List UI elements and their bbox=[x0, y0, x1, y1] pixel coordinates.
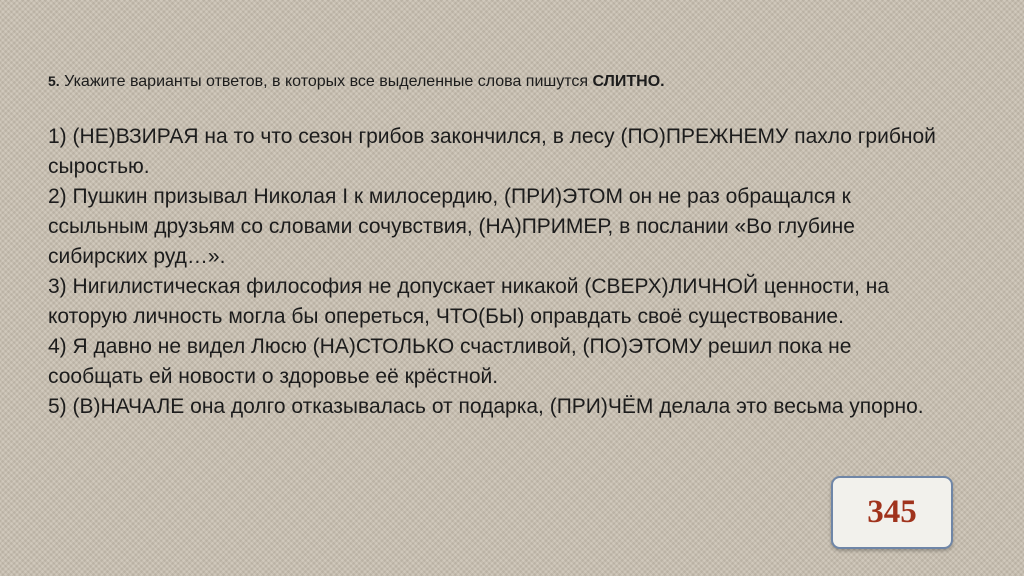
option-number: 4) bbox=[48, 335, 67, 358]
answer-text: 345 bbox=[867, 494, 917, 530]
option-4 bbox=[48, 332, 948, 392]
option-3 bbox=[48, 272, 948, 332]
option-text: (НЕ)ВЗИРАЯ на то что сезон грибов закончился, в лесу (ПО)ПРЕЖНЕМУ пахло грибной сыростью. bbox=[48, 125, 936, 178]
option-2 bbox=[48, 182, 948, 272]
question-emphasis: СЛИТНО. bbox=[592, 73, 665, 90]
option-text: Я давно не видел Люсю (НА)СТОЛЬКО счастливой, (ПО)ЭТОМУ решил пока не сообщать ей новости о здоровье её крёстной. bbox=[48, 335, 852, 388]
option-number: 5) bbox=[48, 395, 67, 418]
option-number: 2) bbox=[48, 185, 67, 208]
option-number: 3) bbox=[48, 275, 67, 298]
option-number: 1) bbox=[48, 125, 67, 148]
options-list bbox=[48, 122, 948, 422]
option-text: Нигилистическая философия не допускает никакой (СВЕРХ)ЛИЧНОЙ ценности, на которую личность могла бы опереться, ЧТО(БЫ) оправдать своё существование. bbox=[48, 275, 890, 328]
answer-button[interactable] bbox=[831, 476, 953, 549]
question-number: 5. bbox=[48, 73, 60, 89]
question-text: Укажите варианты ответов, в которых все выделенные слова пишутся bbox=[59, 73, 593, 90]
option-text: Пушкин призывал Николая I к милосердию, (ПРИ)ЭТОМ он не раз обращался к ссыльным друзьям со словами сочувствия, (НА)ПРИМЕР, в послании «Во глубине сибирских руд…». bbox=[48, 185, 855, 268]
option-text: (В)НАЧАЛЕ она долго отказывалась от подарка, (ПРИ)ЧЁМ делала это весьма упорно. bbox=[72, 395, 924, 418]
question-heading bbox=[48, 71, 948, 92]
option-5 bbox=[48, 392, 948, 422]
option-1 bbox=[48, 122, 948, 182]
